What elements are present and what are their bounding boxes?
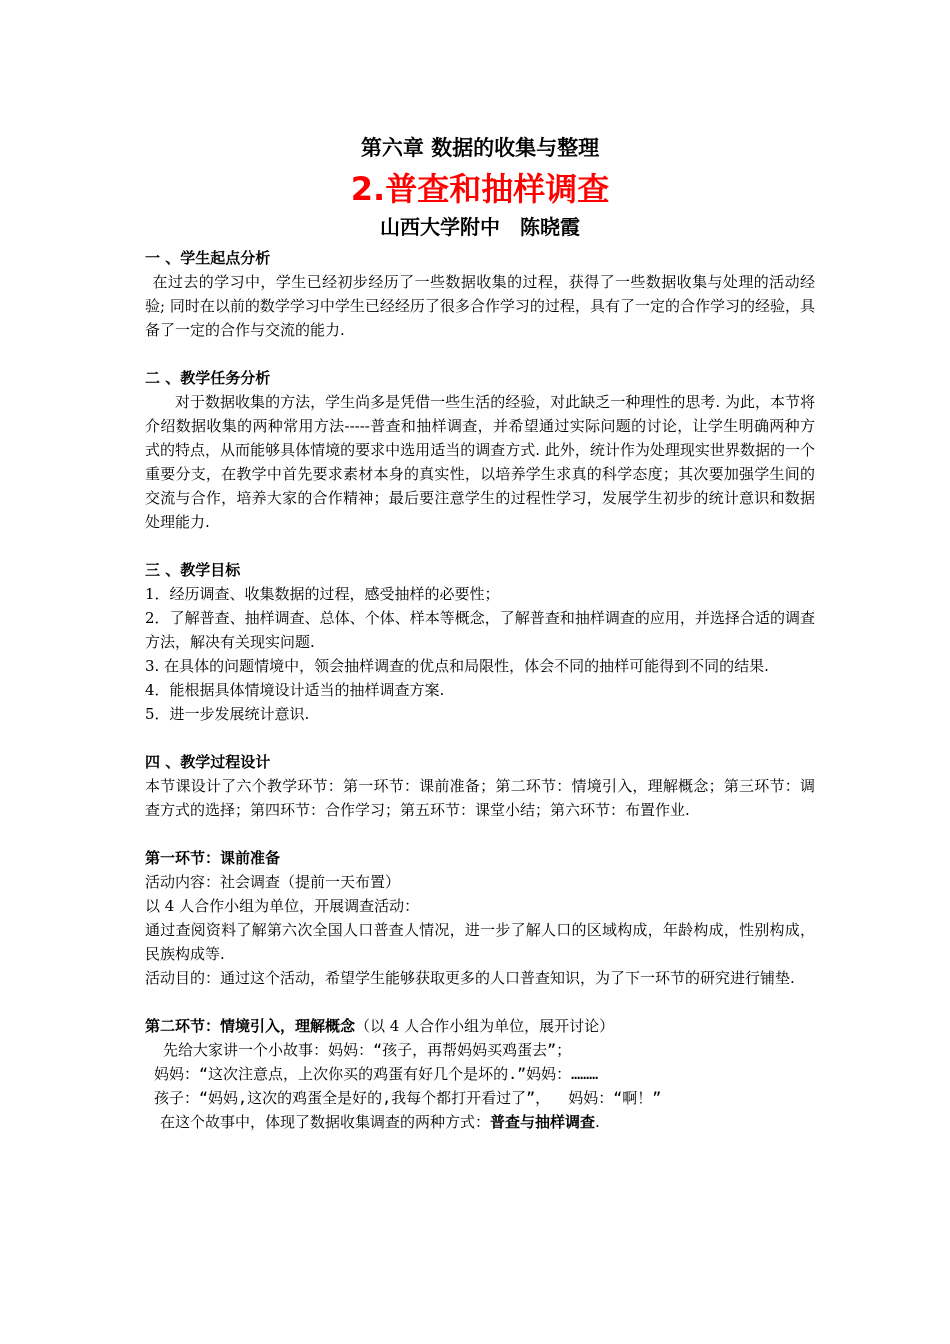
step-2-heading-line <box>145 1014 815 1038</box>
step-1-heading: 第一环节：课前准备 <box>145 849 281 867</box>
author-line: 山西大学附中 陈晓霞 <box>380 215 580 239</box>
section-1-paragraph: 在过去的学习中，学生已经初步经历了一些数据收集的过程，获得了一些数据收集与处理的活动经验; 同时在以前的数学学习中学生已经经历了很多合作学习的过程，具有了一定的合作学习的经验，具备了一定的合作与交流的能力. <box>145 273 815 339</box>
objective-item: 3. 在具体的问题情境中，领会抽样调查的优点和局限性，体会不同的抽样可能得到不同的结果. <box>145 657 769 675</box>
lesson-title: 2.普查和抽样调查 <box>350 170 610 208</box>
step-1-line: 活动内容：社会调查（提前一天布置） <box>145 873 401 891</box>
conclusion-prefix: 在这个故事中，体现了数据收集调查的两种方式： <box>160 1113 491 1131</box>
objective-item: 1．经历调查、收集数据的过程，感受抽样的必要性； <box>145 585 500 603</box>
objective-item: 4．能根据具体情境设计适当的抽样调查方案. <box>145 681 445 699</box>
objective-item: 2．了解普查、抽样调查、总体、个体、样本等概念，了解普查和抽样调查的应用，并选择合适的调查方法，解决有关现实问题. <box>145 609 815 651</box>
step-1-line: 通过查阅资料了解第六次全国人口普查人情况，进一步了解人口的区域构成，年龄构成，性别构成，民族构成等. <box>145 921 815 963</box>
story-conclusion <box>145 1110 815 1134</box>
step-1-line: 活动目的：通过这个活动，希望学生能够获取更多的人口普查知识，为了下一环节的研究进行铺垫. <box>145 969 795 987</box>
step-2-heading-note: （以 4 人合作小组为单位，展开讨论） <box>355 1017 615 1035</box>
section-heading-4: 四 、教学过程设计 <box>145 753 271 771</box>
section-2-paragraph: 对于数据收集的方法，学生尚多是凭借一些生活的经验，对此缺乏一种理性的思考. 为此，本节将介绍数据收集的两种常用方法-----普查和抽样调查，并希望通过实际问题的讨论，让学生明确两种方式的特点，从而能够具体情境的要求中选用适当的调查方式. 此外，统计作为处理现实世界数据的一个重要分支，在教学中首先要求素材本身的真实性，以培养学生求真的科学态度；其次要加强学生间的交流与合作，培养大家的合作精神；最后要注意学生的过程性学习，发展学生初步的统计意识和数据处理能力. <box>145 393 815 531</box>
story-line: 孩子：“妈妈,这次的鸡蛋全是好的,我每个都打开看过了”， 妈妈：“啊！” <box>145 1089 662 1107</box>
section-heading-1: 一 、学生起点分析 <box>145 249 271 267</box>
section-heading-3: 三 、教学目标 <box>145 561 241 579</box>
section-4-paragraph: 本节课设计了六个教学环节：第一环节：课前准备；第二环节：情境引入，理解概念；第三环节：调查方式的选择；第四环节：合作学习；第五环节：课堂小结；第六环节：布置作业. <box>145 777 815 819</box>
conclusion-suffix: . <box>595 1113 600 1131</box>
document-page <box>145 130 815 1134</box>
story-line: 先给大家讲一个小故事：妈妈：“孩子，再帮妈妈买鸡蛋去”； <box>145 1041 572 1059</box>
step-2-heading: 第二环节：情境引入，理解概念 <box>145 1017 356 1035</box>
section-heading-2: 二 、教学任务分析 <box>145 369 271 387</box>
step-1-line: 以 4 人合作小组为单位，开展调查活动： <box>145 897 420 915</box>
chapter-title: 第六章 数据的收集与整理 <box>360 136 600 160</box>
story-line: 妈妈：“这次注意点，上次你买的鸡蛋有好几个是坏的.”妈妈：……… <box>145 1065 599 1083</box>
conclusion-bold: 普查与抽样调查 <box>490 1113 596 1131</box>
objective-item: 5．进一步发展统计意识. <box>145 705 310 723</box>
